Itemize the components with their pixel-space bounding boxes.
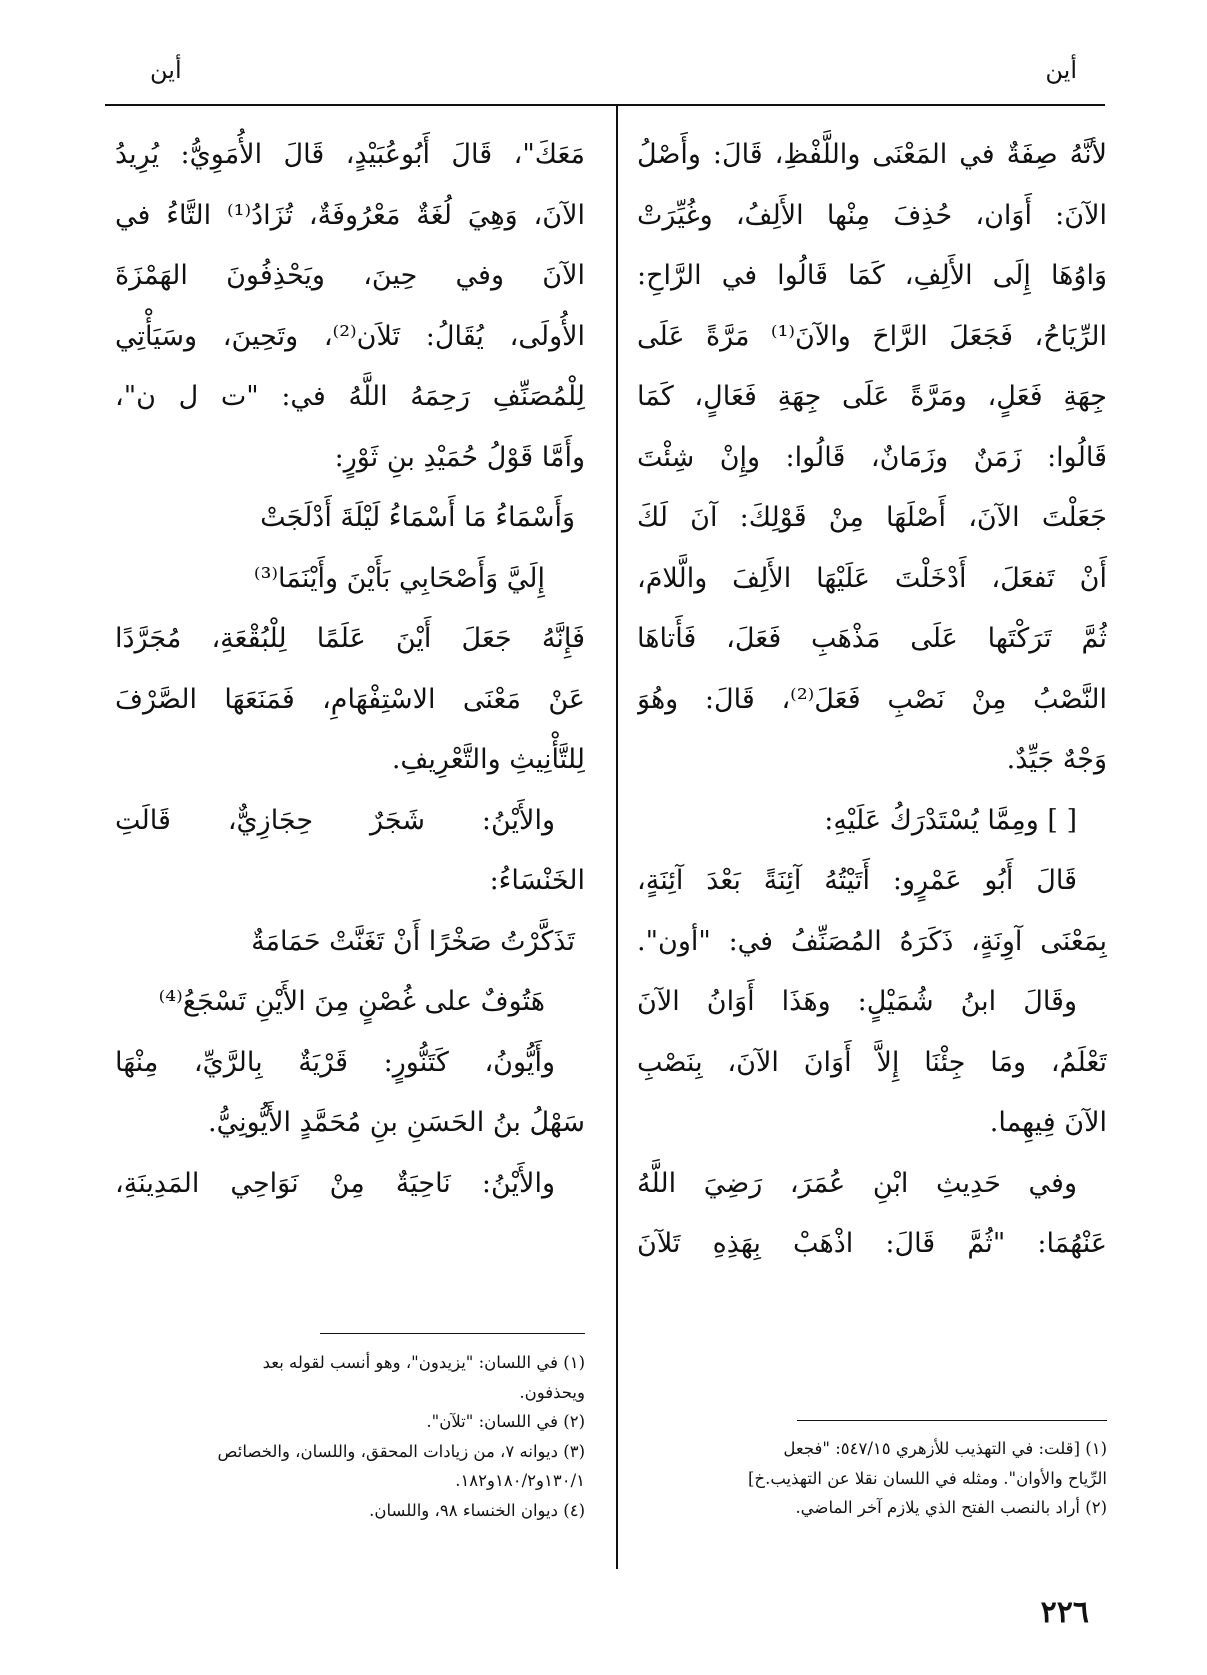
footnote-line: (١) في اللسان: "يزيدون"، وهو أنسب لقوله بعد [262,1353,585,1372]
text-line: وقَالَ ابنُ شُمَيْلٍ: وهَذَا أَوَانُ الآنَ [637,986,1077,1017]
footnote-line: ١٣٠/١و١٨٠/٢و١٨٢. [455,1471,585,1490]
text-line: لأنَّهُ صِفَةٌ في المَعْنَى واللَّفْظِ، قَالَ: وأَصْلُ [637,139,1107,170]
footnote-line: (٢) في اللسان: "تلآن". [426,1412,585,1431]
footnote-line: ويحذفون. [519,1382,585,1402]
page-number: ٢٢٦ [1040,1595,1089,1630]
text-line: بِمَعْنَى آوِنَةٍ، ذَكَرَهُ المُصَنِّفُ في: "أون". [637,925,1107,957]
text-line: والأَيْنُ: نَاحِيَةٌ مِنْ نَوَاحِي المَدِينَةِ، [115,1167,555,1199]
text-line: وأَمَّا قَوْلُ حُمَيْدِ بنِ ثَوْرٍ: [334,441,585,473]
text-line: وفي حَدِيثِ ابْنِ عُمَرَ، رَضِيَ اللَّهُ [637,1167,1077,1199]
running-header-left: أين [150,56,182,84]
verse-line: إِلَيَّ وَأَصْحَابِي بَأَيْنَ وأَيْنَمَا⁽³⁾ [253,562,545,594]
running-header-right: أين [1045,56,1077,84]
right-footnotes [637,1434,1107,1523]
text-line: قَالُوا: زَمَنٌ وزَمَانٌ، قَالُوا: وإِنْ شِئْتَ [637,441,1107,473]
text-line: عَنْ مَعْنَى الاسْتِفْهَامِ، فَمَنَعَهَا الصَّرْفَ [115,683,585,715]
header-rule [105,104,1105,106]
text-line: أَنْ تَفعَلَ، أَدْخَلْتَ عَلَيْهَا الأَلِفَ والَّلامَ، [637,562,1107,594]
text-line: جِهَةِ فَعَلٍ، ومَرَّةً عَلَى جِهَةِ فَعَالٍ، كَمَا [637,381,1107,412]
left-column [115,125,585,1214]
text-line: الآنَ، وَهِيَ لُغَةٌ مَعْرُوفَةٌ، تُزَادُ⁽¹⁾ التَّاءُ في [115,199,585,231]
footnote-line: (١) [قلت: في التهذيب للأزهري ٥٤٧/١٥: "فجعل [783,1439,1107,1458]
footnote-rule [320,1333,585,1334]
text-line: تَعْلَمُ، ومَا جِئْنَا إِلاَّ أَوَانَ الآنَ، بِنَصْبِ [637,1046,1107,1078]
verse-line: تَذَكَّرْتُ صَخْرًا أَنْ تَغَنَّتْ حَمَامَةٌ [251,925,575,957]
text-line: والأَيْنُ: شَجَرٌ حِجَازِيٌّ، قَالَتِ [115,804,555,836]
section-heading: [ ] ومِمَّا يُسْتَدْرَكُ عَلَيْهِ: [824,804,1077,836]
text-line: الرِّيَاحُ، فَجَعَلَ الرَّاحَ والآنَ⁽¹⁾ مَرَّةً عَلَى [637,320,1107,352]
text-line: الآنَ وفي حِينَ، ويَحْذِفُونَ الهَمْزَةَ [115,260,585,291]
verse-line: هَتُوفٌ على غُصْنٍ مِنَ الأَيْنِ تَسْجَعُ⁽⁴⁾ [158,986,545,1017]
text-line: مَعَكَ"، قَالَ أَبُوعُبَيْدٍ، قَالَ الأُمَوِيُّ: يُرِيدُ [115,139,585,170]
footnote-line: الرِّياح والأوان". ومثله في اللسان نقلا عن التهذيب.خ] [747,1468,1107,1488]
column-divider [616,104,618,1569]
footnote-line: (٤) ديوان الخنساء ٩٨، واللسان. [369,1500,585,1520]
text-line: قَالَ أَبُو عَمْرٍو: أَتَيْتُهُ آئِنَةً بَعْدَ آئِنَةٍ، [637,865,1077,896]
text-line: لِلتَّأْنِيثِ والتَّعْرِيفِ. [391,744,585,775]
text-line: وأَيُّونُ، كَتَنُّورٍ: قَرْيَةٌ بِالرَّيِّ، مِنْهَا [115,1046,555,1078]
right-column [637,125,1107,1275]
left-footnotes [115,1348,585,1525]
text-line: جَعَلْتَ الآنَ، أَصْلَهَا مِنْ قَوْلِكَ: آنَ لَكَ [637,502,1107,533]
text-line: الخَنْسَاءُ: [489,865,585,896]
text-line: الأُولَى، يُقَالُ: تَلاَن⁽²⁾، وتَحِينَ، وسَيَأْتِي [115,320,585,352]
text-line: فَإِنَّهُ جَعَلَ أَيْنَ عَلَمًا لِلْبُقْعَةِ، مُجَرَّدًا [115,623,585,654]
text-line: وَجْهٌ جَيِّدٌ. [1006,744,1107,775]
footnote-line: (٣) ديوانه ٧، من زيادات المحقق، واللسان، والخصائص [217,1441,585,1461]
text-line: الآنَ: أَوَان، حُذِفَ مِنْها الأَلِفُ، وغُيِّرَتْ [637,199,1107,231]
text-line: وَاوُهَا إِلَى الأَلِفِ، كَمَا قَالُوا في الرَّاحِ: [637,260,1107,291]
text-line: لِلْمُصَنِّفِ رَحِمَهُ اللَّهُ في: "ت ل ن"، [115,381,585,412]
text-line: عَنْهُمَا: "ثُمَّ قَالَ: اذْهَبْ بِهَذِهِ تَلآنَ [637,1228,1107,1259]
text-line: سَهْلُ بنُ الحَسَنِ بنِ مُحَمَّدٍ الأَيُّونِيُّ. [208,1107,585,1138]
text-line: النَّصْبُ مِنْ نَصْبِ فَعَلَ⁽²⁾، قَالَ: وهُوَ [637,683,1107,715]
verse-line: وَأَسْمَاءُ مَا أَسْمَاءُ لَيْلَةَ أَدْلَجَتْ [260,502,575,533]
footnote-line: (٢) أراد بالنصب الفتح الذي يلازم آخر الماضي. [795,1498,1107,1517]
text-line: الآنَ فِيهِما. [989,1107,1107,1138]
text-line: ثُمَّ تَرَكْتَها عَلَى مَذْهَبِ فَعَلَ، فَأَتاهَا [637,623,1107,654]
footnote-rule [797,1420,1107,1421]
